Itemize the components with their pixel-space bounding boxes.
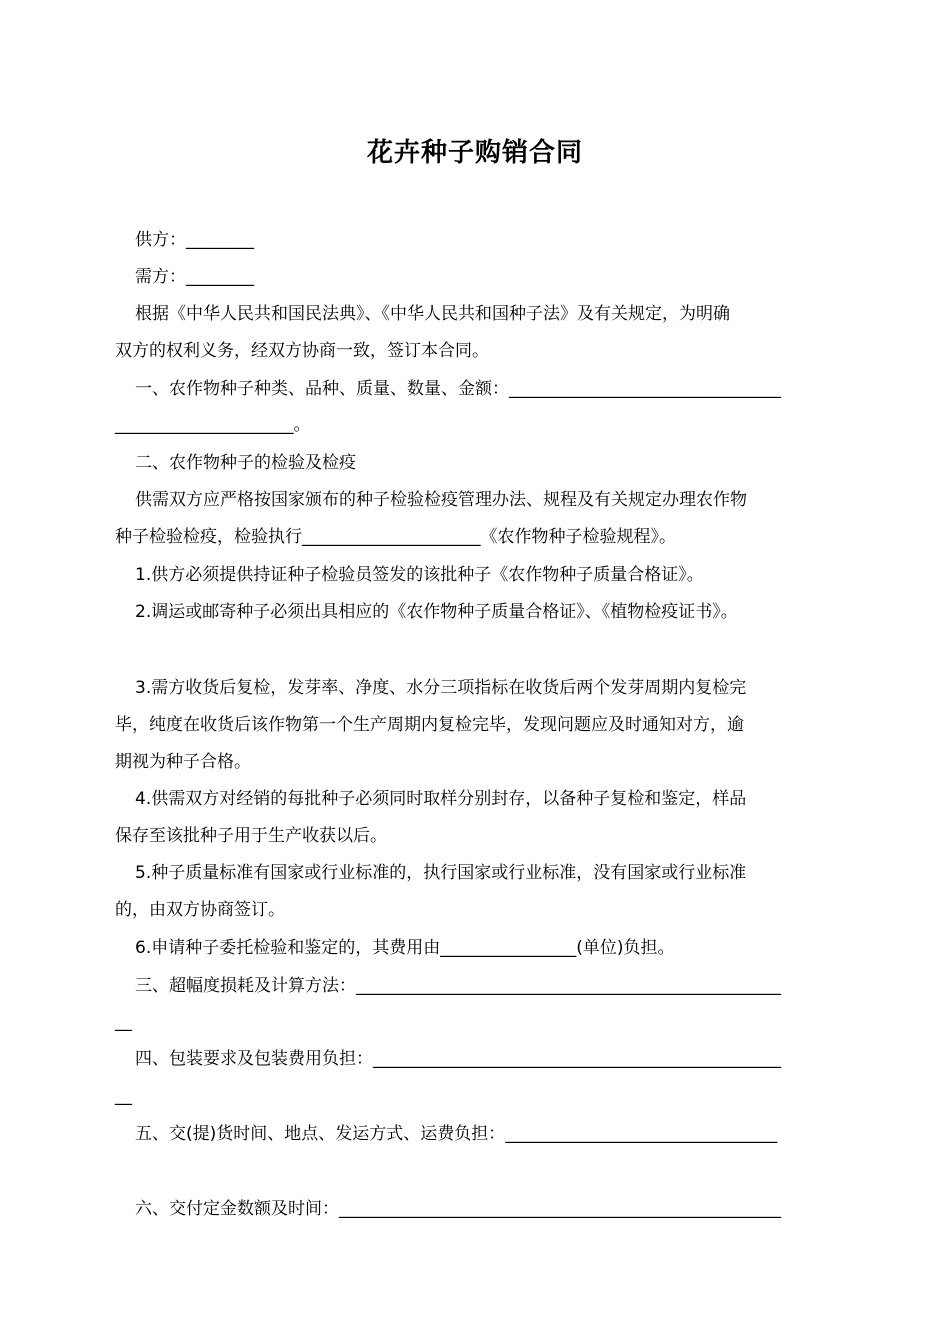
section6-line: 六、交付定金数额及时间：____________________________________________________: [135, 1199, 781, 1219]
item-4-line-1: 4.供需双方对经销的每批种子必须同时取样分别封存，以备种子复检和鉴定，样品: [135, 789, 747, 809]
section2-heading: 二、农作物种子的检验及检疫: [135, 453, 356, 473]
item-5-line-1: 5.种子质量标准有国家或行业标准的，执行国家或行业标准，没有国家或行业标准: [135, 863, 747, 883]
item-3-line-3: 期视为种子合格。: [115, 752, 251, 772]
section3-line-1: 三、超幅度损耗及计算方法：__________________________________________________: [135, 976, 781, 996]
preamble-line-1: 根据《中华人民共和国民法典》、《中华人民共和国种子法》及有关规定，为明确: [135, 304, 730, 324]
item-5-line-2: 的，由双方协商签订。: [115, 900, 285, 920]
section5-line: 五、交(提)货时间、地点、发运方式、运费负担：________________________________: [135, 1124, 778, 1144]
section2-intro-line-1: 供需双方应严格按国家颁布的种子检验检疫管理办法、规程及有关规定办理农作物: [135, 490, 747, 510]
item-2: 2.调运或邮寄种子必须出具相应的《农作物种子质量合格证》、《植物检疫证书》。: [135, 602, 738, 622]
section3-line-2: __: [115, 1012, 132, 1032]
section1-line-1: 一、农作物种子种类、品种、质量、数量、金额：________________________________: [135, 379, 781, 399]
item-3-line-2: 毕，纯度在收货后该作物第一个生产周期内复检完毕，发现问题应及时通知对方，逾: [115, 715, 744, 735]
section4-line-2: __: [115, 1086, 132, 1106]
item-6: 6.申请种子委托检验和鉴定的，其费用由________________(单位)负担。: [135, 938, 675, 958]
section4-line-1: 四、包装要求及包装费用负担：________________________________________________: [135, 1049, 781, 1069]
buyer-line: 需方：________: [135, 267, 254, 287]
section2-intro-line-2: 种子检验检疫，检验执行_____________________《农作物种子检验规程》。: [115, 527, 676, 547]
document-title: 花卉种子购销合同: [366, 138, 583, 168]
item-3-line-1: 3.需方收货后复检，发芽率、净度、水分三项指标在收货后两个发芽周期内复检完: [135, 678, 747, 698]
item-1: 1.供方必须提供持证种子检验员签发的该批种子《农作物种子质量合格证》。: [135, 565, 704, 585]
preamble-line-2: 双方的权利义务，经双方协商一致，签订本合同。: [115, 341, 489, 361]
item-4-line-2: 保存至该批种子用于生产收获以后。: [115, 826, 387, 846]
section1-line-2: _____________________。: [115, 415, 311, 435]
supplier-line: 供方：________: [135, 230, 254, 250]
